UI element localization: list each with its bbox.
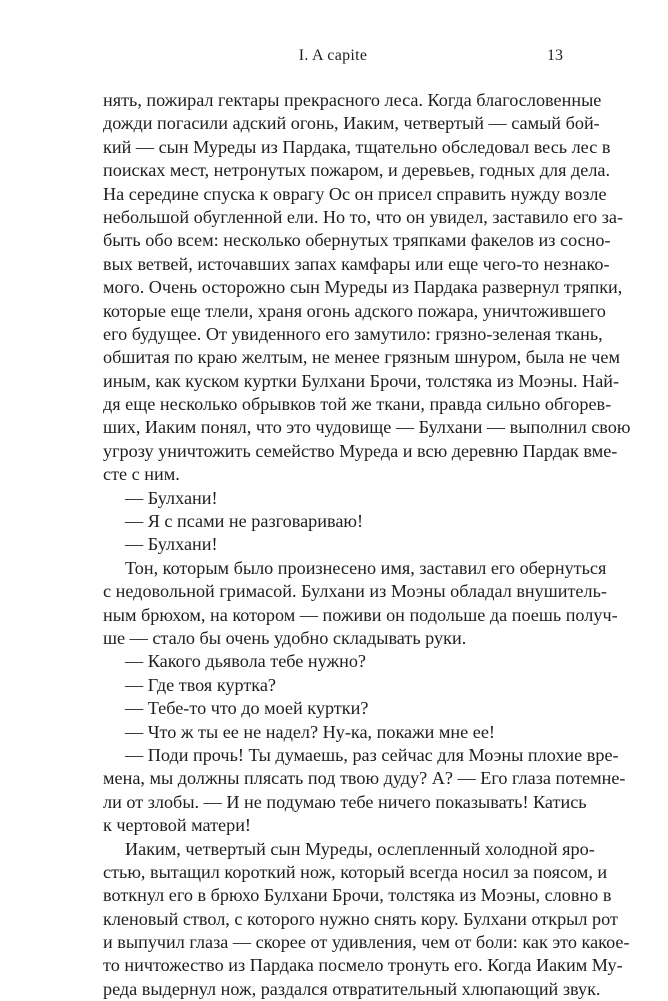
text-line: — Я с псами не разговариваю! [125, 511, 364, 532]
text-line: кленовый ствол, с которого нужно снять кору. Булхани открыл рот [103, 908, 618, 929]
text-line: Иаким, четвертый сын Муреды, ослепленный холодной яро- [125, 838, 595, 859]
text-line: сте с ним. [103, 464, 180, 485]
text-line: — Тебе-то что до моей куртки? [125, 698, 369, 719]
text-line: вых ветвей, источавших запах камфары или еще чего-то незнако- [103, 253, 610, 274]
text-line: — Булхани! [125, 534, 218, 555]
text-line: его будущее. От увиденного его замутило: грязно-зеленая ткань, [103, 323, 603, 344]
text-line: кий — сын Муреды из Пардака, тщательно обследовал весь лес в [103, 136, 611, 157]
text-line: Тон, которым было произнесено имя, заставил его обернуться [125, 557, 607, 578]
text-line: обшитая по краю желтым, не менее грязным шнуром, была не чем [103, 347, 620, 368]
text-line: мого. Очень осторожно сын Муреды из Пардака развернул тряпки, [103, 277, 623, 298]
text-line: угрозу уничтожить семейство Муреда и всю деревню Пардак вме- [103, 440, 618, 461]
text-line: поисках мест, нетронутых пожаром, и деревьев, годных для дела. [103, 160, 611, 181]
text-line: ших, Иаким понял, что это чудовище — Булхани — выполнил свою [103, 417, 631, 438]
text-line: ше — стало бы очень удобно складывать руки. [103, 627, 467, 648]
text-line: то ничтожество из Пардака посмело тронуть его. Когда Иаким Му- [103, 955, 623, 976]
text-line: — Булхани! [125, 487, 218, 508]
text-line: ным брюхом, на котором — поживи он подольше да поешь получ- [103, 604, 618, 625]
text-line: иным, как куском куртки Булхани Брочи, толстяка из Моэны. Най- [103, 370, 620, 391]
text-line: нять, пожирал гектары прекрасного леса. Когда благословенные [103, 90, 602, 110]
text-line: к чертовой матери! [103, 815, 251, 836]
text-line: воткнул его в брюхо Булхани Брочи, толстяка из Моэны, словно в [103, 885, 612, 906]
text-line: которые еще тлели, храня огонь адского пожара, уничтожившего [103, 300, 606, 321]
text-line: реда выдернул нож, раздался отвратительный хлюпающий звук. [103, 978, 601, 999]
text-line: дя еще несколько обрывков той же ткани, правда сильно обгорев- [103, 394, 612, 415]
text-line: На середине спуска к оврагу Ос он присел справить нужду возле [103, 183, 607, 204]
text-line: — Какого дьявола тебе нужно? [125, 651, 366, 672]
text-line: дожди погасили адский огонь, Иаким, четвертый — самый бой- [103, 113, 600, 134]
page-number: 13 [547, 47, 563, 64]
text-line: с недовольной гримасой. Булхани из Моэны обладал внушитель- [103, 581, 607, 602]
text-line: — Где твоя куртка? [125, 674, 277, 695]
text-line: ли от злобы. — И не подумаю тебе ничего показывать! Катись [103, 791, 587, 812]
text-line: мена, мы должны плясать под твою дуду? А? — Его глаза потемне- [103, 768, 626, 789]
text-line: стью, вытащил короткий нож, который всегда носил за поясом, и [103, 861, 608, 882]
body-text [103, 89, 631, 1001]
text-line: — Поди прочь! Ты думаешь, раз сейчас для Моэны плохие вре- [125, 744, 619, 765]
page-header [103, 47, 563, 69]
text-line: быть обо всем: несколько обернутых тряпками факелов из сосно- [103, 230, 611, 251]
text-line: и выпучил глаза — скорее от удивления, чем от боли: как это какое- [103, 932, 630, 953]
running-title: I. A capite [298, 47, 368, 64]
text-line: — Что ж ты ее не надел? Ну-ка, покажи мне ее! [125, 721, 495, 742]
text-line: небольшой обугленной ели. Но то, что он увидел, заставило его за- [103, 206, 624, 227]
